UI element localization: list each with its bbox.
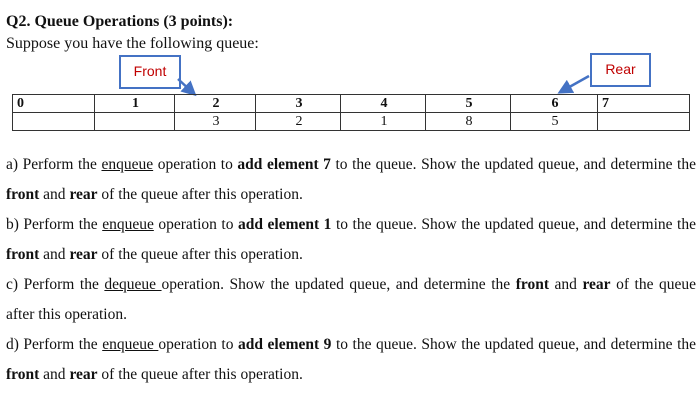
queue-index-cell: 5 bbox=[426, 95, 511, 113]
dequeue-term: dequeue bbox=[104, 276, 162, 293]
front-callout: Front bbox=[119, 55, 181, 89]
queue-value-cell bbox=[598, 113, 690, 131]
queue-value-cell: 5 bbox=[511, 113, 598, 131]
enqueue-term: enqueue bbox=[101, 156, 154, 173]
enqueue-term: enqueue bbox=[102, 336, 159, 353]
part-c-text: c) Perform the dequeue operation. Show the updated queue, and determine the front and rear of the queue after this operation. bbox=[6, 276, 696, 323]
part-a-text: a) Perform the enqueue operation to add element 7 to the queue. Show the updated queue, and determine the front and rear of the queue after this operation. bbox=[6, 156, 696, 203]
question-title: Q2. Queue Operations (3 points): bbox=[6, 13, 234, 30]
queue-value-cell bbox=[13, 113, 95, 131]
queue-value-row bbox=[13, 113, 690, 131]
queue-index-cell: 7 bbox=[598, 95, 690, 113]
queue-table bbox=[12, 94, 690, 131]
rear-callout: Rear bbox=[590, 53, 651, 87]
queue-value-cell bbox=[95, 113, 175, 131]
enqueue-term: enqueue bbox=[102, 216, 154, 233]
part-d-text: d) Perform the enqueue operation to add element 9 to the queue. Show the updated queue, and determine the front and rear of the queue after this operation. bbox=[6, 336, 696, 383]
queue-index-cell: 2 bbox=[175, 95, 256, 113]
queue-index-cell: 0 bbox=[13, 95, 95, 113]
queue-value-cell: 1 bbox=[341, 113, 426, 131]
part-b-text: b) Perform the enqueue operation to add element 1 to the queue. Show the updated queue, and determine the front and rear of the queue after this operation. bbox=[6, 216, 696, 263]
rear-arrow-icon bbox=[564, 76, 589, 90]
queue-index-cell: 4 bbox=[341, 95, 426, 113]
queue-value-cell: 3 bbox=[175, 113, 256, 131]
queue-index-cell: 6 bbox=[511, 95, 598, 113]
queue-value-cell: 8 bbox=[426, 113, 511, 131]
queue-index-cell: 3 bbox=[256, 95, 341, 113]
queue-index-row bbox=[13, 95, 690, 113]
question-intro: Suppose you have the following queue: bbox=[6, 35, 259, 52]
queue-value-cell: 2 bbox=[256, 113, 341, 131]
queue-index-cell: 1 bbox=[95, 95, 175, 113]
